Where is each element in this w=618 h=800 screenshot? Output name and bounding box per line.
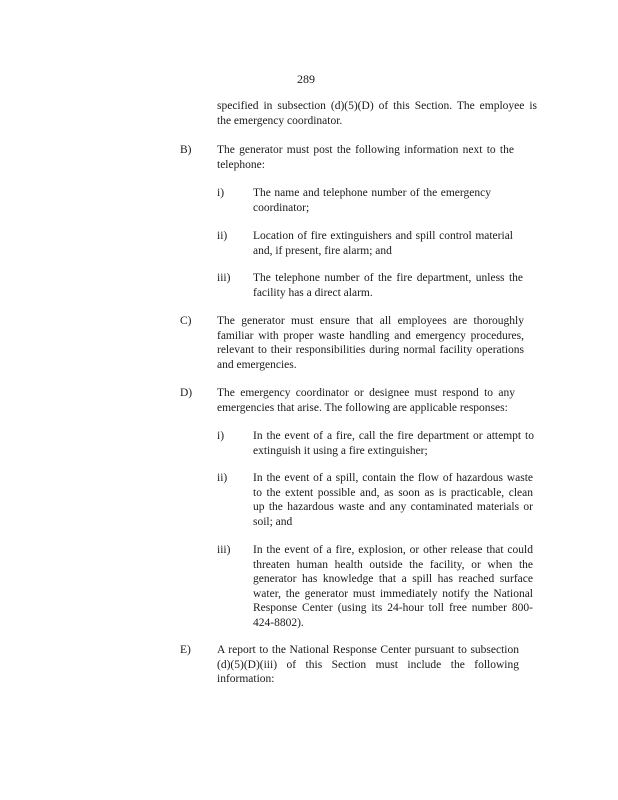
- section-d-item-ii-text: [253, 471, 533, 529]
- section-d-item-ii-label: ii): [217, 472, 228, 484]
- section-d-item-iii-label: iii): [217, 544, 231, 556]
- text-line: The telephone number of the fire department, unless the: [253, 272, 523, 284]
- text-line: soil; and: [253, 515, 293, 528]
- section-e-label: E): [180, 644, 191, 656]
- section-b-label: B): [180, 144, 192, 156]
- section-b-item-ii-text: [253, 229, 513, 258]
- intro-paragraph: [217, 99, 537, 128]
- text-line: In the event of a fire, explosion, or other release that could: [253, 544, 533, 556]
- text-line: specified in subsection (d)(5)(D) of this Section. The employee is: [217, 100, 537, 112]
- section-c-paragraph: [217, 314, 524, 372]
- text-line: The name and telephone number of the emergency: [253, 187, 491, 199]
- text-line: telephone:: [217, 158, 265, 171]
- section-d-item-i-label: i): [217, 430, 225, 442]
- section-b-item-iii-text: [253, 271, 523, 300]
- section-b-item-i-text: [253, 186, 491, 215]
- text-line: familiar with proper waste handling and emergency procedures,: [217, 329, 524, 342]
- section-d-item-i-text: [253, 429, 534, 458]
- text-line: The generator must ensure that all employees are thoroughly: [217, 315, 524, 327]
- text-line: extinguish it using a fire extinguisher;: [253, 444, 428, 457]
- section-d-paragraph: [217, 386, 515, 415]
- text-line: The emergency coordinator or designee must respond to any: [217, 387, 515, 399]
- section-d-label: D): [180, 387, 193, 399]
- text-line: to the extent possible and, as soon as is practicable, clean: [253, 486, 533, 499]
- section-b-paragraph: [217, 143, 514, 172]
- section-b-item-iii-label: iii): [217, 272, 231, 284]
- text-line: emergencies that arise. The following are applicable responses:: [217, 401, 508, 414]
- section-b-item-i-label: i): [217, 187, 225, 199]
- text-line: information:: [217, 673, 275, 685]
- text-line: up the hazardous waste and any contaminated materials or: [253, 501, 533, 513]
- text-line: The generator must post the following information next to the: [217, 144, 514, 156]
- section-e-paragraph: [217, 643, 519, 687]
- section-b-item-ii-label: ii): [217, 230, 228, 242]
- text-line: 424-8802).: [253, 616, 304, 629]
- text-line: and emergencies.: [217, 358, 297, 371]
- text-line: threaten human health outside the facility, or when the: [253, 558, 533, 571]
- text-line: coordinator;: [253, 201, 310, 214]
- text-line: generator has knowledge that a spill has reached surface: [253, 573, 533, 585]
- page-number: 289: [297, 72, 315, 86]
- text-line: (d)(5)(D)(iii) of this Section must include the following: [217, 658, 519, 671]
- text-line: A report to the National Response Center pursuant to subsection: [217, 644, 519, 656]
- text-line: and, if present, fire alarm; and: [253, 244, 392, 257]
- text-line: Location of fire extinguishers and spill control material: [253, 230, 513, 242]
- text-line: relevant to their responsibilities during normal facility operations: [217, 344, 524, 356]
- text-line: Response Center (using its 24-hour toll free number 800-: [253, 602, 533, 614]
- section-d-item-iii-text: [253, 543, 533, 630]
- text-line: In the event of a fire, call the fire department or attempt to: [253, 430, 534, 442]
- text-line: the emergency coordinator.: [217, 114, 343, 127]
- text-line: water, the generator must immediately notify the National: [253, 587, 533, 600]
- text-line: facility has a direct alarm.: [253, 286, 373, 299]
- text-line: In the event of a spill, contain the flow of hazardous waste: [253, 472, 533, 484]
- section-c-label: C): [180, 315, 192, 327]
